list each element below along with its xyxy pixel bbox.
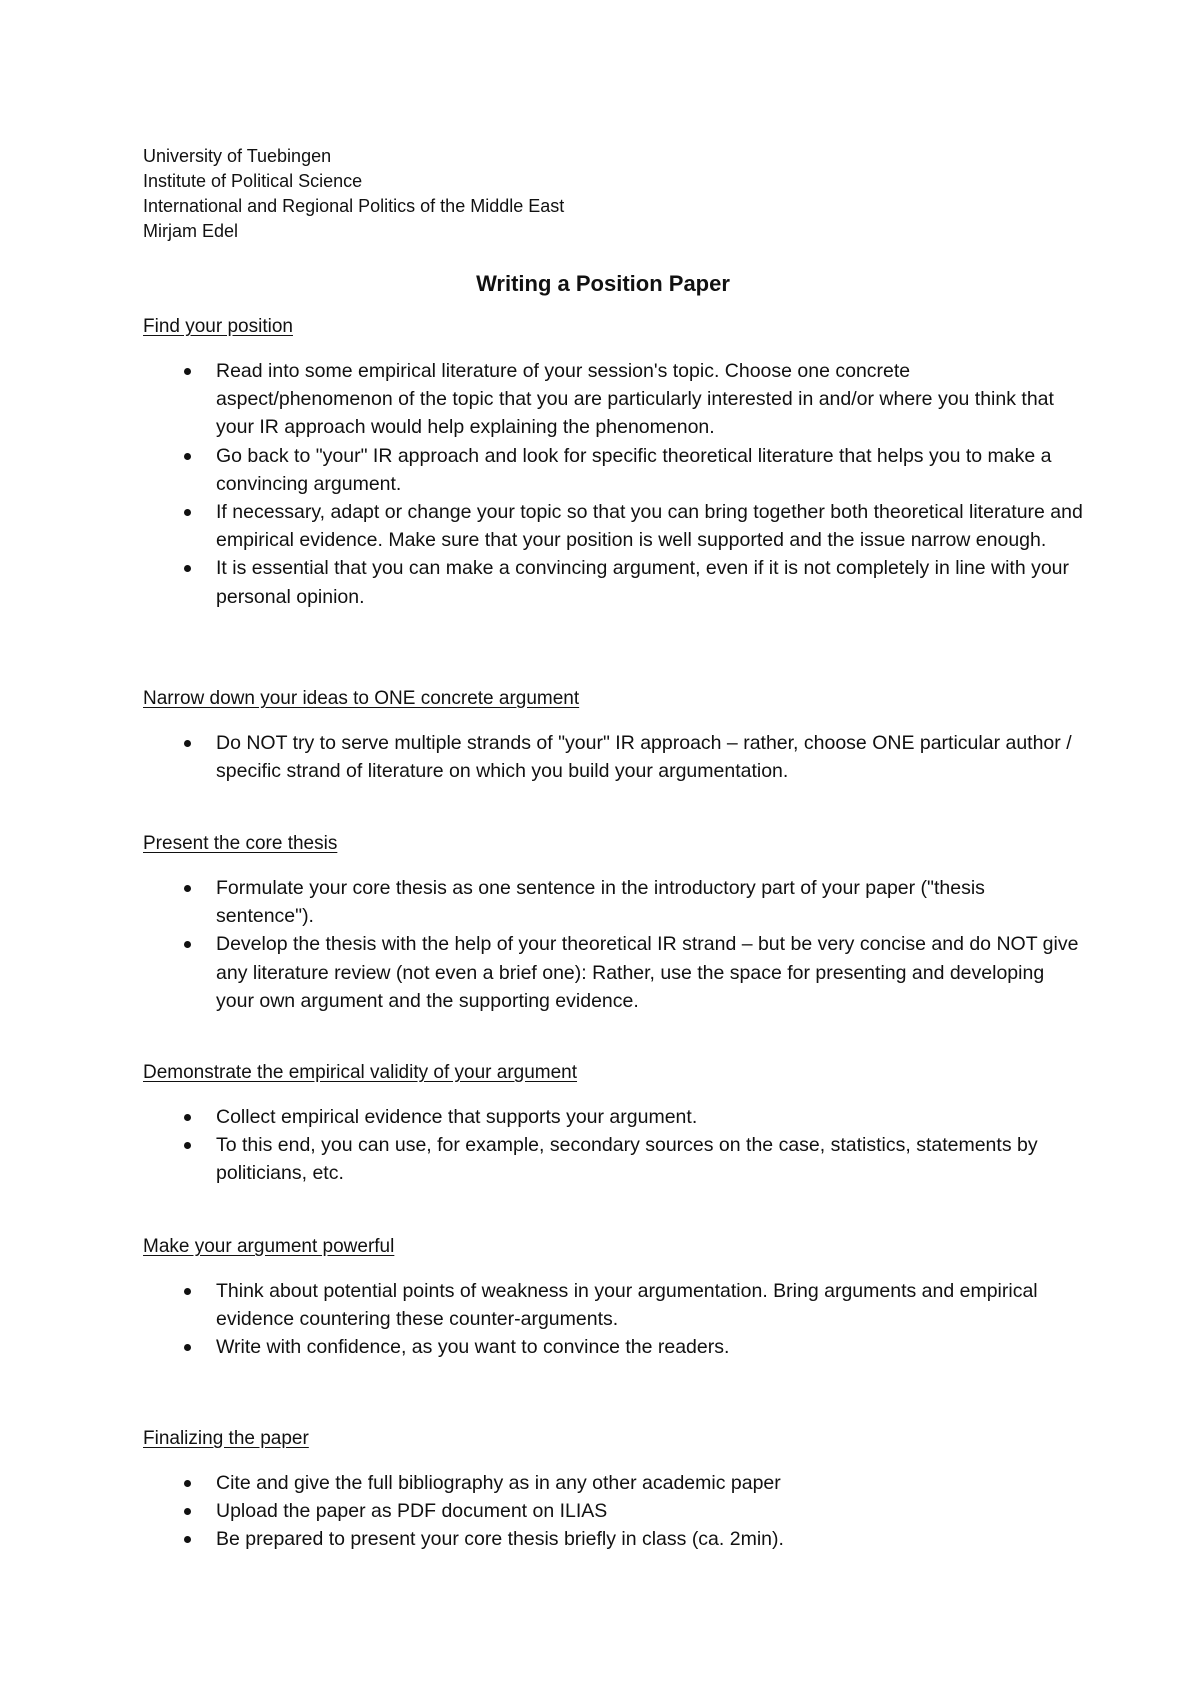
section-heading: Narrow down your ideas to ONE concrete argument [143, 688, 580, 709]
bullet-text: It is essential that you can make a convincing argument, even if it is not completely in line with your personal opinion. [216, 557, 1070, 608]
header-university: University of Tuebingen [143, 146, 332, 166]
section-heading: Present the core thesis [143, 833, 338, 854]
bullet-item [143, 1131, 1083, 1187]
bullet-text: Be prepared to present your core thesis briefly in class (ca. 2min). [216, 1528, 784, 1551]
header-author: Mirjam Edel [143, 221, 239, 241]
section-argument-powerful [143, 1234, 1083, 1362]
bullet-text: To this end, you can use, for example, secondary sources on the case, statistics, statements by politicians, etc. [216, 1134, 1038, 1185]
bullet-text: Read into some empirical literature of your session's topic. Choose one concrete aspect/phenomenon of the topic that you are particularly interested in and/or where you think that your IR approach would help explaining the phenomenon. [216, 360, 1054, 439]
section-narrow-down [143, 686, 1083, 785]
header-institute: Institute of Political Science [143, 171, 363, 191]
section-heading: Demonstrate the empirical validity of your argument [143, 1062, 578, 1083]
bullet-text: Think about potential points of weakness in your argumentation. Bring arguments and empirical evidence countering these counter-arguments. [216, 1280, 1038, 1331]
bullet-list [143, 1469, 1083, 1554]
bullet-item [143, 1333, 1083, 1361]
bullet-icon [184, 565, 191, 572]
bullet-item [143, 357, 1083, 442]
bullet-icon [184, 1344, 191, 1351]
header-course: International and Regional Politics of the Middle East [143, 196, 565, 216]
bullet-text: Go back to "your" IR approach and look for specific theoretical literature that helps you to make a convincing argument. [216, 444, 1052, 495]
section-heading: Make your argument powerful [143, 1236, 395, 1257]
section-empirical-validity [143, 1060, 1083, 1188]
bullet-text: Do NOT try to serve multiple strands of "your" IR approach – rather, choose ONE particular author / specific strand of literature on which you build your argumentation. [216, 732, 1072, 783]
section-heading: Finalizing the paper [143, 1428, 309, 1449]
bullet-icon [184, 740, 191, 747]
bullet-item [143, 1497, 1083, 1525]
bullet-list [143, 1103, 1083, 1188]
bullet-icon [184, 1480, 191, 1487]
bullet-icon [184, 1114, 191, 1121]
bullet-list [143, 729, 1083, 785]
document-title: Writing a Position Paper [476, 271, 730, 296]
bullet-item [143, 930, 1083, 1015]
bullet-icon [184, 941, 191, 948]
bullet-text: Upload the paper as PDF document on ILIAS [216, 1500, 608, 1523]
bullet-icon [184, 453, 191, 460]
section-heading: Find your position [143, 316, 293, 337]
bullet-icon [184, 1288, 191, 1295]
bullet-list [143, 1277, 1083, 1362]
bullet-item [143, 498, 1083, 554]
bullet-text: If necessary, adapt or change your topic so that you can bring together both theoretical literature and empirical evidence. Make sure that your position is well supported and the issue narrow enough. [216, 501, 1083, 552]
bullet-text: Cite and give the full bibliography as in any other academic paper [216, 1472, 781, 1494]
author-header [143, 144, 564, 244]
bullet-list [143, 874, 1083, 1015]
bullet-text: Develop the thesis with the help of your theoretical IR strand – but be very concise and do NOT give any literature review (not even a brief one): Rather, use the space for presenting and developing your own argument and the supporting evidence. [216, 933, 1079, 1012]
bullet-icon [184, 368, 191, 375]
bullet-item [143, 1277, 1083, 1333]
bullet-text: Write with confidence, as you want to convince the readers. [216, 1336, 730, 1359]
bullet-list [143, 357, 1083, 611]
bullet-icon [184, 1142, 191, 1149]
bullet-item [143, 1103, 1083, 1131]
bullet-icon [184, 1536, 191, 1543]
bullet-item [143, 1469, 1083, 1497]
bullet-item [143, 1525, 1083, 1553]
section-finalizing [143, 1426, 1083, 1554]
bullet-text: Formulate your core thesis as one sentence in the introductory part of your paper ("thesis sentence"). [216, 877, 985, 928]
bullet-text: Collect empirical evidence that supports your argument. [216, 1106, 698, 1128]
bullet-item [143, 874, 1083, 930]
bullet-item [143, 729, 1083, 785]
bullet-icon [184, 509, 191, 516]
section-core-thesis [143, 831, 1083, 1015]
bullet-icon [184, 885, 191, 892]
bullet-item [143, 442, 1083, 498]
bullet-item [143, 554, 1083, 610]
bullet-icon [184, 1508, 191, 1515]
section-find-position [143, 314, 1083, 611]
